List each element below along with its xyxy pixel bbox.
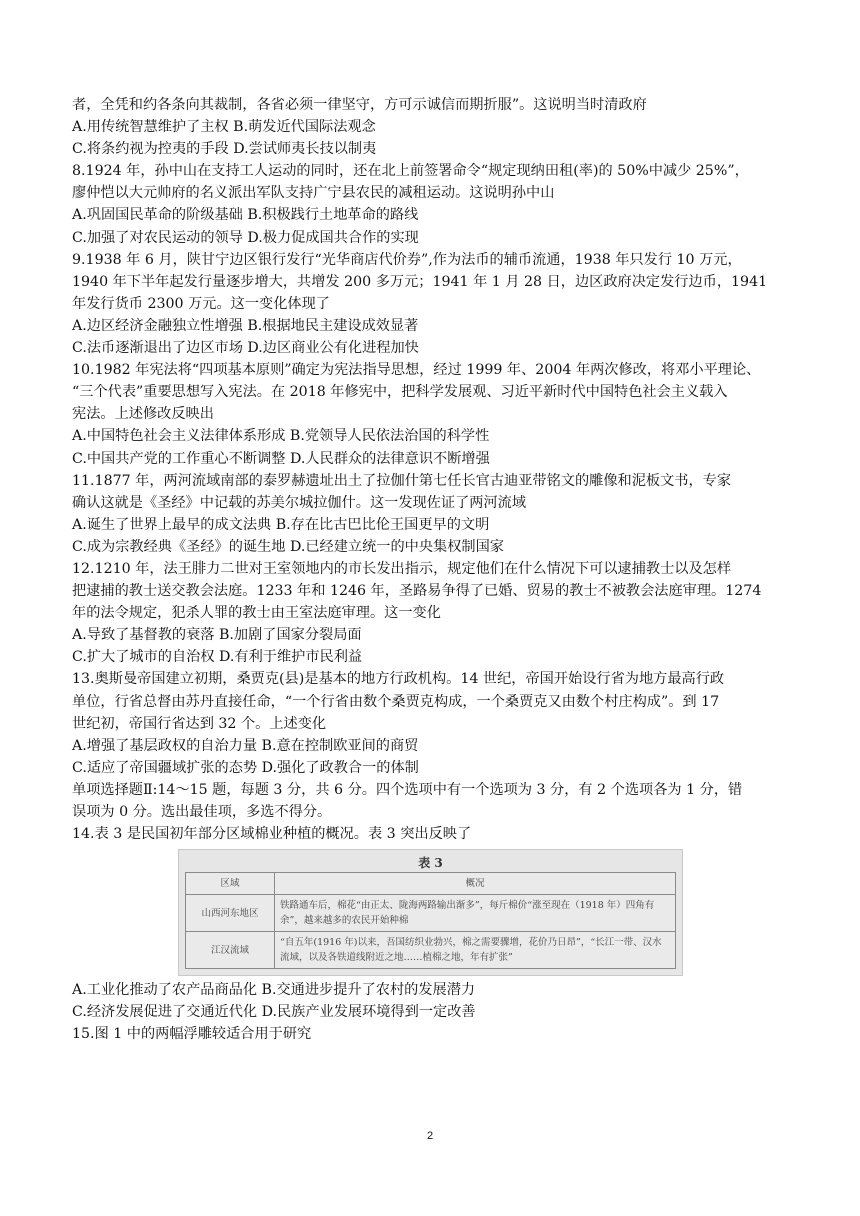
text-line: 廖仲恺以大元帅府的名义派出军队支持广宁县农民的减租运动。这说明孙中山 (72, 185, 555, 202)
text-line: 10.1982 年宪法将“四项基本原则”确定为宪法指导思想，经过 1999 年、2004 年两次修改，将邓小平理论、 (72, 362, 761, 379)
text-line: 14.表 3 是民国初年部分区域棉业种植的概况。表 3 突出反映了 (72, 826, 472, 843)
text-line: C.加强了对农民运动的领导 D.极力促成国共合作的实现 (72, 229, 419, 246)
text-line: A.增强了基层政权的自治力量 B.意在控制欧亚间的商贸 (72, 737, 419, 754)
text-line: A.用传统智慧维护了主权 B.萌发近代国际法观念 (72, 119, 376, 136)
table-3-image (178, 849, 683, 976)
text-line: 年发行货币 2300 万元。这一变化体现了 (72, 295, 330, 312)
text-line: 世纪初，帝国行省达到 32 个。上述变化 (72, 715, 327, 732)
text-line: C.适应了帝国疆域扩张的态势 D.强化了政教合一的体制 (72, 759, 419, 776)
table-header-overview: 概况 (275, 873, 676, 895)
text-line: A.导致了基督教的衰落 B.加剧了国家分裂局面 (72, 627, 362, 644)
text-line: 者，全凭和约各条向其裁制，各省必须一律坚守，方可示诚信而期折服”。这说明当时清政府 (72, 97, 647, 113)
text-line: 单项选择题Ⅱ:14～15 题，每题 3 分，共 6 分。四个选项中有一个选项为 3 分，有 2 个选项各为 1 分，错 (72, 781, 743, 798)
text-line: A.中国特色社会主义法律体系形成 B.党领导人民依法治国的科学性 (72, 428, 490, 445)
text-line: C.成为宗教经典《圣经》的诞生地 D.已经建立统一的中央集权制国家 (72, 538, 504, 555)
text-line: 1940 年下半年起发行量逐步增大，共增发 200 多万元；1941 年 1 月 28 日，边区政府决定发行边币，1941 (72, 273, 768, 290)
text-line: 15.图 1 中的两幅浮雕较适合用于研究 (72, 1026, 312, 1043)
text-line: 误项为 0 分。选出最佳项，多选不得分。 (72, 804, 332, 820)
text-line: 把逮捕的教士送交教会法庭。1233 年和 1246 年，圣路易争得了已婚、贸易的教士不被教会法庭审理。1274 (72, 583, 762, 600)
table-row (186, 932, 676, 969)
text-line: A.诞生了世界上最早的成文法典 B.存在比古巴比伦王国更早的文明 (72, 516, 490, 533)
table-cell-desc: “自五年(1916 年)以来，吾国纺织业勃兴，棉之需要骤增，花价乃日昂”，“长江一带、汉水流域，以及各铁道线附近之地……植棉之地，年有扩张” (275, 932, 676, 969)
text-line: 确认这就是《圣经》中记载的苏美尔城拉伽什。这一发现佐证了两河流域 (72, 494, 527, 511)
text-line: A.巩固国民革命的阶级基础 B.积极践行土地革命的路线 (72, 207, 419, 224)
text-line: 年的法令规定，犯杀人罪的教士由王室法庭审理。这一变化 (72, 605, 441, 622)
table-header-region: 区域 (186, 873, 275, 895)
text-line: 13.奥斯曼帝国建立初期，桑贾克(县)是基本的地方行政机构。14 世纪，帝国开始设行省为地方最高行政 (72, 671, 725, 688)
text-line: C.经济发展促进了交通近代化 D.民族产业发展环境得到一定改善 (72, 1004, 476, 1021)
question-text-block (72, 94, 800, 845)
table-cell-region: 江汉流域 (186, 932, 275, 969)
text-line: A.工业化推动了农产品商品化 B.交通进步提升了农村的发展潜力 (72, 982, 476, 999)
table-title: 表 3 (418, 856, 443, 871)
cotton-table (185, 872, 676, 969)
text-line: “三个代表”重要思想写入宪法。在 2018 年修宪中，把科学发展观、习近平新时代中国特色社会主义载入 (72, 384, 728, 401)
text-line: C.扩大了城市的自治权 D.有利于维护市民利益 (72, 649, 363, 666)
text-line: 12.1210 年，法王腓力二世对王室领地内的市长发出指示，规定他们在什么情况下可以逮捕教士以及怎样 (72, 560, 732, 577)
table-cell-region: 山西河东地区 (186, 895, 275, 932)
text-line: C.法币逐渐退出了边区市场 D.边区商业公有化进程加快 (72, 340, 419, 357)
text-line: 单位，行省总督由苏丹直接任命，“一个行省由数个桑贾克构成，一个桑贾克又由数个村庄构成”。到 17 (72, 693, 720, 710)
text-line: A.边区经济金融独立性增强 B.根据地民主建设成效显著 (72, 317, 419, 334)
text-line: 9.1938 年 6 月，陕甘宁边区银行发行“光华商店代价券”,作为法币的辅币流通，1938 年只发行 10 万元， (72, 251, 742, 268)
page-number: 2 (426, 1130, 434, 1142)
document-body (72, 94, 800, 1045)
text-line: C.中国共产党的工作重心不断调整 D.人民群众的法律意识不断增强 (72, 450, 490, 467)
text-line: C.将条约视为控夷的手段 D.尝试师夷长技以制夷 (72, 141, 377, 158)
table-row (186, 895, 676, 932)
text-line: 宪法。上述修改反映出 (72, 406, 214, 423)
question-options-block (72, 979, 800, 1045)
table-cell-desc: 铁路通车后，棉花“由正太、陇海两路输出渐多”，每斤棉价“涨至现在（1918 年）四角有余”，越来越多的农民开始种棉 (275, 895, 676, 932)
text-line: 8.1924 年，孙中山在支持工人运动的同时，还在北上前签署命令“规定现纳田租(率)的 50%中减少 25%”， (72, 163, 749, 180)
text-line: 11.1877 年，两河流域南部的泰罗赫遗址出土了拉伽什第七任长官古迪亚带铭文的雕像和泥板文书，专家 (72, 472, 732, 489)
